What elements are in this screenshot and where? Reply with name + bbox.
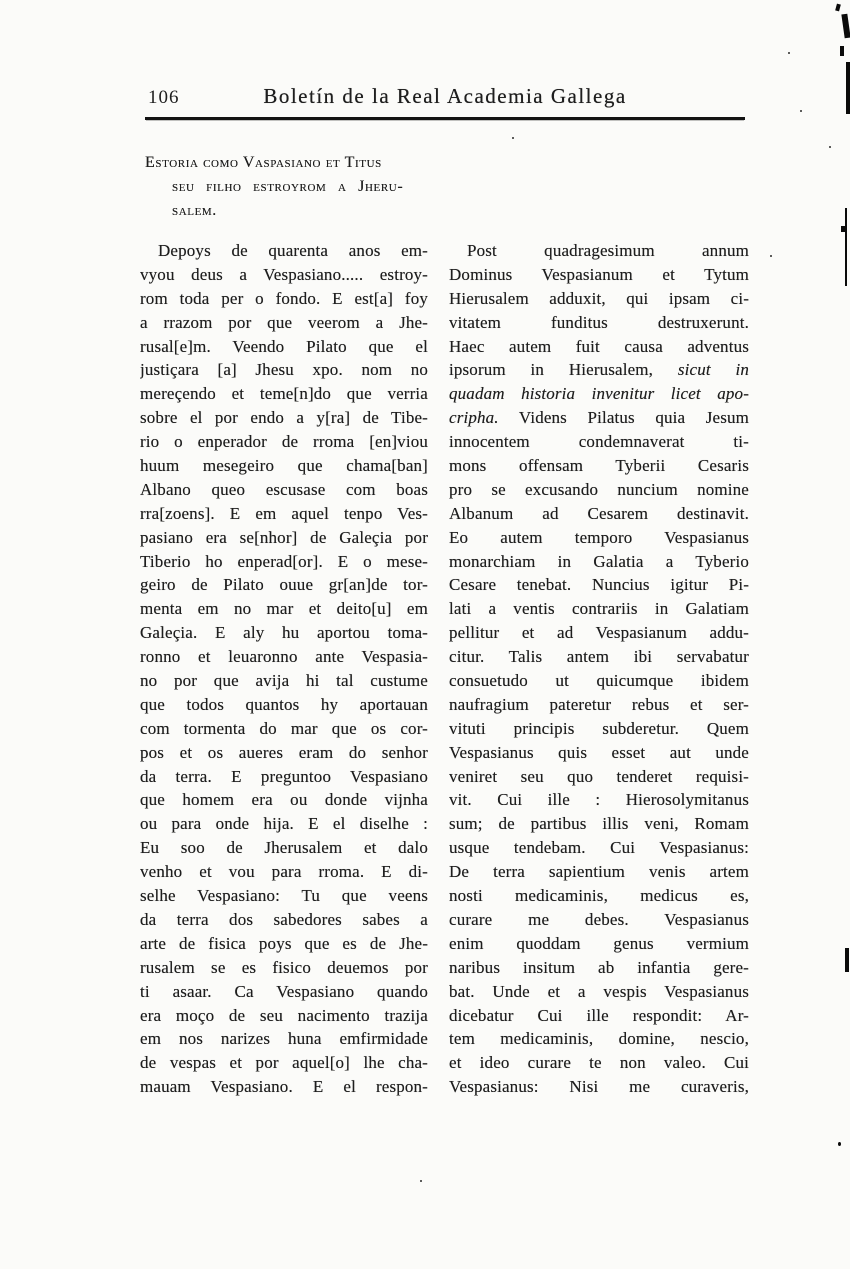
text-line-galician: Depoys de quarenta anos em- <box>158 241 428 260</box>
text-line-latin: tem medicaminis, domine, nescio, <box>449 1029 749 1049</box>
text-line-galician: ou para onde hija. E el diselhe : <box>140 814 428 834</box>
scan-edge-artifact <box>835 4 841 12</box>
text-line-galician: justiçara [a] Jhesu xpo. nom no <box>140 360 428 380</box>
text-line-galician: mereçendo et teme[n]do que verria <box>140 384 428 404</box>
text-line-latin: curare me debes. Vespasianus <box>449 909 749 929</box>
text-line-galician: Albano queo escusase com boas <box>140 479 428 499</box>
text-line-latin: ipsorum in Hierusalem, sicut in <box>449 360 749 380</box>
scan-edge-artifact <box>845 208 847 286</box>
text-line-latin: Dominus Vespasianum et Tytum <box>449 264 749 284</box>
text-line-galician: geiro de Pilato ouue gr[an]de tor- <box>140 575 428 595</box>
text-line-latin: Eo autem temporo Vespasianus <box>449 527 749 547</box>
text-line-galician: rusalem se es fisico deuemos por <box>140 957 428 977</box>
scan-edge-artifact <box>841 226 845 232</box>
text-line-latin: enim quoddam genus vermium <box>449 933 749 953</box>
text-line-latin: monarchiam in Galatia a Tyberio <box>449 551 749 571</box>
text-line-latin: naribus insitum ab infantia gere- <box>449 957 749 977</box>
text-line-latin: naufragium pateretur rebus et ser- <box>449 694 749 714</box>
scan-edge-artifact <box>840 46 844 56</box>
text-line-latin: veniret seu quo tenderet requisi- <box>449 766 749 786</box>
text-line-galician: que todos quantos hy aportauan <box>140 694 428 714</box>
text-line-latin: Haec autem fuit causa adventus <box>449 336 749 356</box>
text-line-latin: lati a ventis contrariis in Galatiam <box>449 599 749 619</box>
chapter-heading <box>145 151 445 223</box>
text-line-latin: Albanum ad Cesarem destinavit. <box>449 503 749 523</box>
text-line-latin: Hierusalem adduxit, qui ipsam ci- <box>449 288 749 308</box>
scan-speck <box>770 255 772 257</box>
page-number: 106 <box>148 87 180 108</box>
text-line-galician: huum mesegeiro que chama[ban] <box>140 456 428 476</box>
scan-speck <box>829 146 831 148</box>
text-line-galician: menta em no mar et deito[u] em <box>140 599 428 619</box>
text-line-galician: da terra. E preguntoo Vespasiano <box>140 766 428 786</box>
scan-speck <box>800 110 802 112</box>
journal-title: Boletín de la Real Academia Gallega <box>263 84 627 108</box>
chapter-heading-line: seu filho estroyrom a Jheru- <box>172 178 404 195</box>
text-line-galician: sobre el por endo a y[ra] de Tibe- <box>140 408 428 428</box>
text-line-galician: rusal[e]m. Veendo Pilato que el <box>140 336 428 356</box>
text-line-latin: Vespasianus: Nisi me curaveris, <box>449 1077 749 1097</box>
text-line-latin: vituti principis subderetur. Quem <box>449 718 749 738</box>
text-line-latin: quadam historia invenitur licet apo- <box>449 384 749 404</box>
scan-edge-artifact <box>841 14 850 39</box>
text-line-galician: de vespas et por aquel[o] lhe cha- <box>140 1053 428 1073</box>
text-line-galician: a rrazom por que veerom a Jhe- <box>140 312 428 332</box>
text-line-latin: Cesare tenebat. Nuncius igitur Pi- <box>449 575 749 595</box>
scan-edge-artifact <box>845 948 849 972</box>
text-line-galician: rio o enperador de rroma [en]viou <box>140 432 428 452</box>
text-line-galician: com tormenta do mar que os cor- <box>140 718 428 738</box>
header-rule <box>145 117 745 120</box>
text-line-galician: mauam Vespasiano. E el respon- <box>140 1077 428 1097</box>
text-line-latin: pro se excusando nuncium nomine <box>449 479 749 499</box>
text-line-latin: bat. Unde et a vespis Vespasianus <box>449 981 749 1001</box>
text-line-galician: Tiberio ho enperad[or]. E o mese- <box>140 551 428 571</box>
text-line-latin: sum; de partibus illis veni, Romam <box>449 814 749 834</box>
text-line-galician: que homem era ou donde vijnha <box>140 790 428 810</box>
text-line-galician: rom toda per o fondo. E est[a] foy <box>140 288 428 308</box>
text-line-galician: ronno et leuaronno ante Vespasia- <box>140 647 428 667</box>
text-line-galician: venho et vou para rroma. E di- <box>140 862 428 882</box>
text-line-latin: dicebatur Cui ille respondit: Ar- <box>449 1005 749 1025</box>
text-line-latin: usque tendebam. Cui Vespasianus: <box>449 838 749 858</box>
scan-speck <box>420 1180 422 1182</box>
text-line-latin: cripha. Videns Pilatus quia Jesum <box>449 408 749 428</box>
text-line-latin: vitatem funditus destruxerunt. <box>449 312 749 332</box>
text-line-galician: no por que avija hi tal custume <box>140 671 428 691</box>
text-line-latin: innocentem condemnaverat ti- <box>449 432 749 452</box>
text-line-galician: em nos narizes huna emfirmidade <box>140 1029 428 1049</box>
text-line-latin: et ideo curare te non valeo. Cui <box>449 1053 749 1073</box>
text-line-galician: pos et os aueres eram do senhor <box>140 742 428 762</box>
text-line-latin: vit. Cui ille : Hierosolymitanus <box>449 790 749 810</box>
text-line-latin: pellitur et ad Vespasianum addu- <box>449 623 749 643</box>
text-line-galician: ti asaar. Ca Vespasiano quando <box>140 981 428 1001</box>
text-line-latin: Post quadragesimum annum <box>467 241 749 260</box>
text-line-galician: vyou deus a Vespasiano..... estroy- <box>140 264 428 284</box>
text-line-galician: Eu soo de Jherusalem et dalo <box>140 838 428 858</box>
text-line-galician: selhe Vespasiano: Tu que veens <box>140 886 428 906</box>
text-line-galician: era moço de seu nacimento trazija <box>140 1005 428 1025</box>
text-line-galician: pasiano era se[nhor] de Galeçia por <box>140 527 428 547</box>
text-columns <box>140 239 749 1099</box>
text-line-latin: De terra sapientium venis artem <box>449 862 749 882</box>
scan-speck <box>788 52 790 54</box>
left-column-galician-text <box>140 239 428 1099</box>
text-line-galician: rra[zoens]. E em aquel tenpo Ves- <box>140 503 428 523</box>
scan-speck <box>512 137 514 139</box>
text-line-galician: da terra dos sabedores sabes a <box>140 909 428 929</box>
text-line-latin: nosti medicaminis, medicus es, <box>449 886 749 906</box>
text-line-latin: citur. Talis antem ibi servabatur <box>449 647 749 667</box>
text-line-galician: Galeçia. E aly hu aportou toma- <box>140 623 428 643</box>
text-line-latin: mons offensam Tyberii Cesaris <box>449 456 749 476</box>
scan-speck <box>838 1142 841 1146</box>
right-column-latin-text <box>449 239 749 1099</box>
chapter-heading-line: Estoria como Vaspasiano et Titus <box>145 154 382 171</box>
scan-edge-artifact <box>846 62 850 114</box>
text-line-latin: consuetudo ut quicumque ibidem <box>449 671 749 691</box>
running-header <box>145 84 745 114</box>
chapter-heading-line: salem. <box>172 202 217 219</box>
text-line-latin: Vespasianus quis esset aut unde <box>449 742 749 762</box>
text-line-galician: arte de fisica poys que es de Jhe- <box>140 933 428 953</box>
